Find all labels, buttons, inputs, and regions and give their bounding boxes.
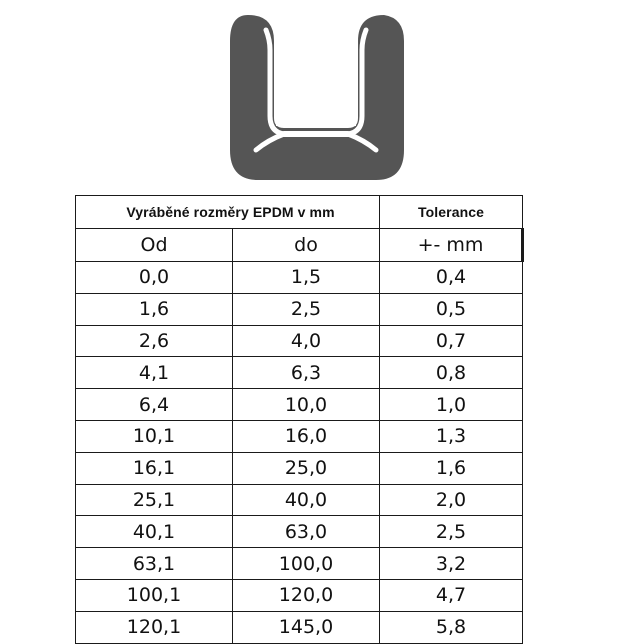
table-row	[76, 611, 523, 643]
cell-tolerance: 2,5	[380, 516, 523, 548]
profile-opening	[276, 10, 356, 126]
cell-od: 2,6	[76, 325, 233, 357]
table-row	[76, 357, 523, 389]
cell-od: 1,6	[76, 293, 233, 325]
table-row	[76, 579, 523, 611]
cell-do: 10,0	[233, 389, 380, 421]
cell-tolerance: 1,6	[380, 452, 523, 484]
cell-do: 120,0	[233, 579, 380, 611]
cell-tolerance: 1,0	[380, 389, 523, 421]
cell-do: 40,0	[233, 484, 380, 516]
u-channel-profile-icon	[226, 10, 406, 182]
column-header-do: do	[233, 229, 380, 262]
cell-tolerance: 4,7	[380, 579, 523, 611]
cell-od: 25,1	[76, 484, 233, 516]
cell-tolerance: 0,5	[380, 293, 523, 325]
cell-od: 100,1	[76, 579, 233, 611]
cell-do: 16,0	[233, 420, 380, 452]
cell-tolerance: 0,7	[380, 325, 523, 357]
table-row	[76, 262, 523, 294]
column-header-od: Od	[76, 229, 233, 262]
cell-tolerance: 0,4	[380, 262, 523, 294]
table-row	[76, 389, 523, 421]
cell-do: 100,0	[233, 548, 380, 580]
cell-od: 40,1	[76, 516, 233, 548]
table-row	[76, 516, 523, 548]
dimensions-table	[75, 195, 524, 644]
cell-od: 10,1	[76, 420, 233, 452]
cell-tolerance: 2,0	[380, 484, 523, 516]
table-title-row	[76, 196, 523, 229]
cell-do: 25,0	[233, 452, 380, 484]
table-row	[76, 548, 523, 580]
cell-tolerance: 0,8	[380, 357, 523, 389]
cell-do: 2,5	[233, 293, 380, 325]
table-row	[76, 420, 523, 452]
cell-do: 145,0	[233, 611, 380, 643]
table-title: Vyráběné rozměry EPDM v mm	[76, 196, 380, 229]
cell-do: 6,3	[233, 357, 380, 389]
cell-tolerance: 5,8	[380, 611, 523, 643]
cell-od: 0,0	[76, 262, 233, 294]
table-header-row	[76, 229, 523, 262]
cell-od: 16,1	[76, 452, 233, 484]
cell-tolerance: 3,2	[380, 548, 523, 580]
cell-od: 63,1	[76, 548, 233, 580]
table-row	[76, 293, 523, 325]
table-row	[76, 484, 523, 516]
cell-do: 4,0	[233, 325, 380, 357]
cell-od: 120,1	[76, 611, 233, 643]
cell-od: 6,4	[76, 389, 233, 421]
cell-do: 1,5	[233, 262, 380, 294]
cell-tolerance: 1,3	[380, 420, 523, 452]
dimensions-table-wrapper	[75, 195, 522, 644]
tolerance-title: Tolerance	[380, 196, 523, 229]
table-row	[76, 452, 523, 484]
table-row	[76, 325, 523, 357]
column-header-tolerance: +- mm	[380, 229, 523, 262]
cell-od: 4,1	[76, 357, 233, 389]
cell-do: 63,0	[233, 516, 380, 548]
